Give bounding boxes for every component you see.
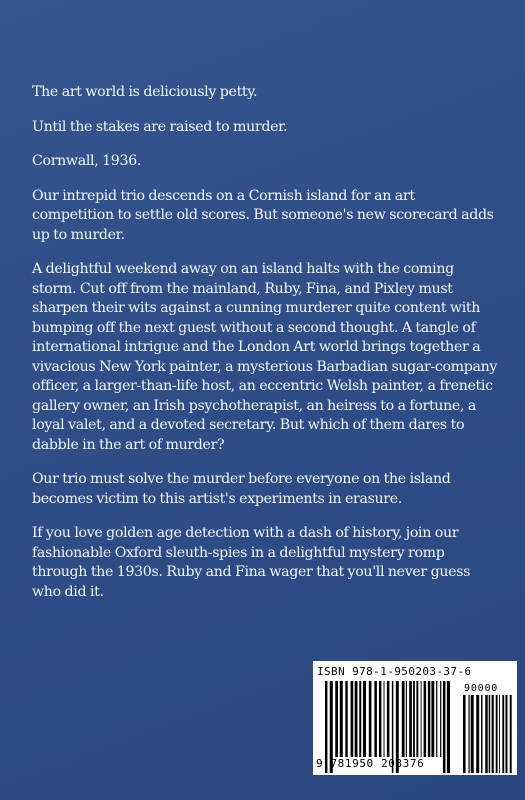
barcode-bar [496, 695, 498, 773]
barcode-bar [374, 681, 377, 757]
barcode-bar [428, 681, 430, 757]
blurb-stakes: Our trio must solve the murder before everyone on the island becomes victim to this artist's experiments in erasure. [32, 471, 451, 507]
barcode-bar [351, 681, 354, 757]
barcode-bar [481, 695, 482, 773]
barcode-bar [409, 681, 412, 757]
barcode-bar [424, 681, 427, 757]
barcode-bar [421, 681, 422, 757]
barcode-bar [387, 681, 390, 757]
barcode-bar [402, 681, 405, 757]
barcode-bar [506, 695, 508, 773]
price-addon-code: 90000 [464, 683, 499, 694]
blurb-synopsis: A delightful weekend away on an island halts with the coming storm. Cut off from the mainland, Ruby, Fina, and Pixley must sharpen their wits against a cunning murderer quite content with bumping off the next guest without a second thought. A tangle of international intrigue and the London Art world brings together a vivacious New York painter, a mysterious Barbadian sugar-company officer, a larger-than-life host, an eccentric Welsh painter, a frenetic gallery owner, an Irish psychotherapist, an heiress to a fortune, a loyal valet, and a devoted secretary. But which of them dares to dabble in the art of murder? [32, 261, 498, 453]
barcode-bar [379, 681, 381, 757]
barcode-bar [440, 681, 441, 757]
barcode-bar [489, 695, 490, 773]
price-addon-bars [463, 695, 513, 773]
barcode-bar [359, 681, 361, 757]
barcode-bar [416, 681, 418, 757]
blurb-tagline-2: Until the stakes are raised to murder. [32, 118, 288, 135]
barcode-bar [369, 681, 372, 757]
barcode-bar [463, 695, 466, 773]
barcode-bar [406, 681, 407, 757]
barcode-bar [355, 681, 358, 757]
barcode-bar [471, 695, 474, 773]
blurb-premise: Our intrepid trio descends on a Cornish island for an art competition to settle old scores. But someone's new scorecard adds up to murder. [32, 187, 494, 243]
isbn-barcode [313, 661, 517, 775]
barcode-bar [502, 695, 504, 773]
barcode-bar [436, 681, 437, 757]
barcode-bar [492, 695, 494, 773]
barcode-bar [499, 695, 500, 773]
blurb-tagline: The art world is deliciously petty. [32, 84, 258, 100]
blurb-pitch: If you love golden age detection with a dash of history, join our fashionable Oxford sleuth-spies in a delightful mystery romp through the 1930s. Ruby and Fina wager that you'll never guess who did it. [32, 525, 471, 600]
blurb-setting: Cornwall, 1936. [32, 153, 141, 169]
back-cover-blurb [32, 83, 498, 617]
barcode-bar [476, 695, 479, 773]
isbn-label: ISBN 978-1-950203-37-6 [317, 665, 472, 678]
barcode-bar [413, 681, 415, 757]
barcode-bar [345, 681, 347, 757]
barcode-bar [335, 681, 338, 757]
barcode-bar [510, 695, 512, 773]
barcode-bar [431, 681, 434, 757]
barcode-bar [363, 681, 366, 757]
barcode-bar [468, 695, 469, 773]
ean-digits: 9 781950 203376 [316, 757, 425, 770]
barcode-bar [384, 681, 385, 757]
barcode-bar [485, 695, 487, 773]
barcode-bar [340, 681, 343, 757]
